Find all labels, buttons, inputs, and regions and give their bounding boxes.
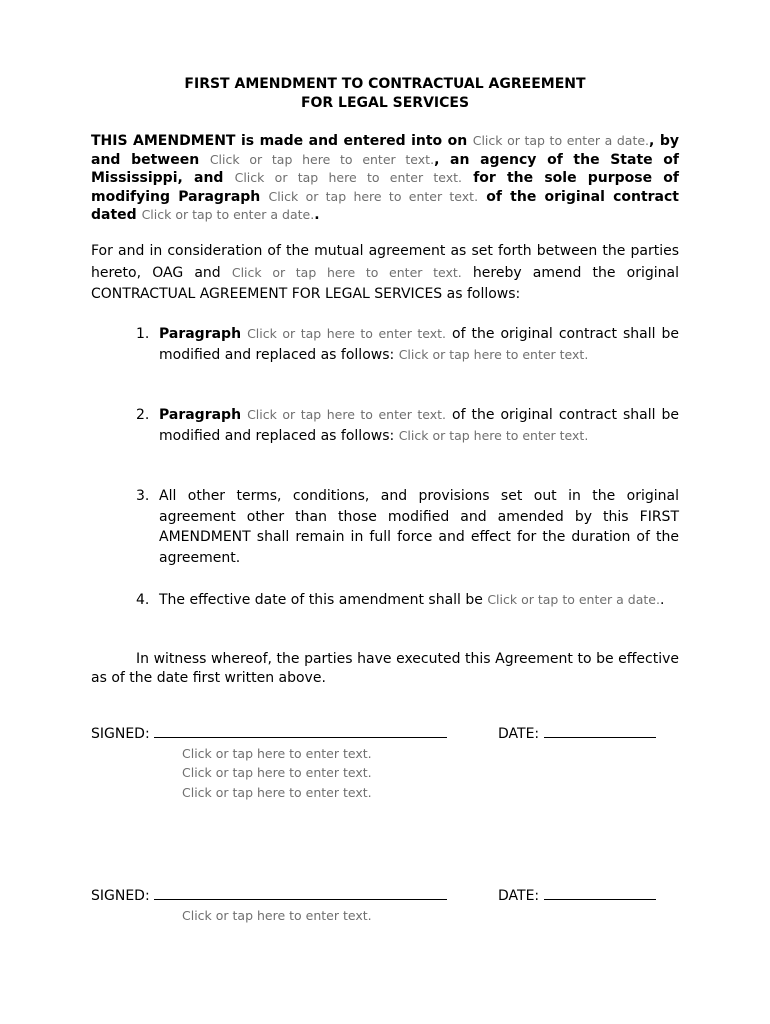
signature-line[interactable] [154,724,447,738]
intro-paragraph [91,132,679,225]
date-line[interactable] [544,886,656,900]
consideration-paragraph [91,241,679,305]
signature-block-1 [91,724,447,743]
date-line[interactable] [544,724,656,738]
paragraph-label: Paragraph [159,326,242,342]
party-name-field[interactable]: Click or tap here to enter text. [209,151,435,167]
date-block-1 [498,724,656,743]
list-item-4 [136,590,679,611]
intro-text-6: . [314,207,320,223]
intro-text-5: of the original contract dated [91,188,679,223]
item-1-text: of the original contract shall be modified and replaced as follows: [159,326,679,363]
document-title-line-1: FIRST AMENDMENT TO CONTRACTUAL AGREEMENT [184,76,586,92]
list-number: 1. [136,326,150,342]
signed-label: SIGNED: [91,726,150,742]
signature-line[interactable] [154,886,447,900]
item-2-paragraph-field[interactable]: Click or tap here to enter text. [247,407,446,422]
item-1-replacement-field[interactable]: Click or tap here to enter text. [398,346,589,362]
signer-organization-field[interactable]: Click or tap here to enter text. [182,785,372,800]
consideration-text-2: hereby amend the original CONTRACTUAL AGREEMENT FOR LEGAL SERVICES as follows: [91,265,679,302]
paragraph-number-field[interactable]: Click or tap here to enter text. [268,188,479,204]
list-item-2 [136,405,679,446]
item-1-paragraph-field[interactable]: Click or tap here to enter text. [247,326,446,341]
signature-block-2 [91,886,447,905]
agency-name-field[interactable]: Click or tap here to enter text. [231,265,462,280]
intro-text-4: for the sole purpose of modifying Paragraph [91,170,679,205]
effective-date-field[interactable]: Click or tap to enter a date. [487,592,660,607]
intro-text-1: THIS AMENDMENT is made and entered into on [91,133,473,149]
item-3-text: All other terms, conditions, and provisions set out in the original agreement other than those modified and amended by this FIRST AMENDMENT shall remain in full force and effect for the duration of the agreement. [159,488,679,566]
signed-label: SIGNED: [91,888,150,904]
document-title-line-2: FOR LEGAL SERVICES [300,95,470,111]
list-item-1 [136,324,679,365]
date-label: DATE: [498,726,540,742]
paragraph-label: Paragraph [159,407,242,423]
list-item-3 [136,486,679,568]
contractor-name-field[interactable]: Click or tap here to enter text. [234,170,463,185]
item-4-text: The effective date of this amendment shall be [159,592,488,608]
consideration-text-1: For and in consideration of the mutual agreement as set forth between the parties hereto, OAG and [91,243,679,281]
list-number: 2. [136,407,150,423]
item-2-text: of the original contract shall be modified and replaced as follows: [159,407,679,444]
intro-text-3: , an agency of the State of Mississippi, and [91,151,679,186]
witness-paragraph: In witness whereof, the parties have executed this Agreement to be effective as of the date first written above. [91,651,679,686]
intro-text-2: , by and between [91,133,679,168]
signer-name-field[interactable]: Click or tap here to enter text. [182,908,372,923]
list-number: 4. [136,592,150,608]
original-contract-date-field[interactable]: Click or tap to enter a date. [141,207,315,222]
date-block-2 [498,886,656,905]
item-4-end: . [659,592,665,608]
signer-name-field[interactable]: Click or tap here to enter text. [182,746,372,761]
amendment-date-field[interactable]: Click or tap to enter a date. [472,133,650,148]
item-2-replacement-field[interactable]: Click or tap here to enter text. [398,427,589,443]
signer-title-field[interactable]: Click or tap here to enter text. [182,765,372,780]
date-label: DATE: [498,888,540,904]
list-number: 3. [136,488,150,504]
